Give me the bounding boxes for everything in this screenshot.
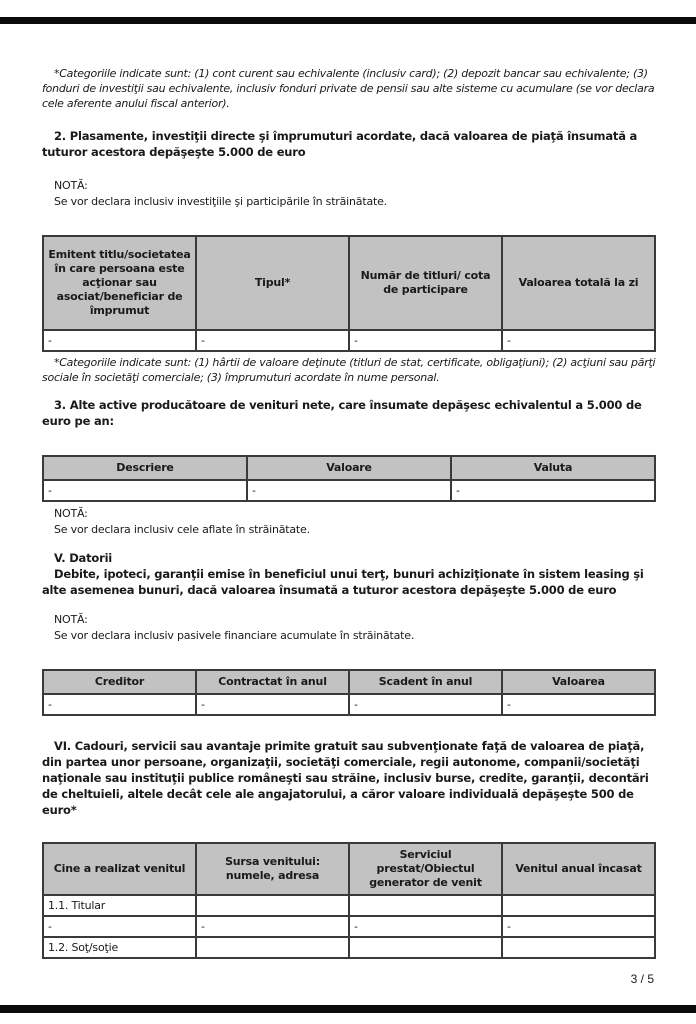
- table-header-row: [43, 236, 655, 330]
- column-header: Descriere: [43, 456, 247, 480]
- table-cell: -: [43, 480, 247, 501]
- column-header: Număr de titluri/ cota de participare: [349, 236, 502, 330]
- section-5-title: V. Datorii: [54, 551, 113, 565]
- table-cell: -: [43, 916, 196, 937]
- table-cell: -: [349, 916, 502, 937]
- section-3-title: 3. Alte active producătoare de venituri nete, care însumate depăşesc echivalentul a 5.000 de euro pe an:: [42, 398, 642, 428]
- column-header: Valoare: [247, 456, 451, 480]
- table-row: [43, 480, 655, 501]
- column-header: Valuta: [451, 456, 655, 480]
- table-header-row: [43, 670, 655, 694]
- investments-table: [42, 235, 656, 352]
- section-2-title: 2. Plasamente, investiţii directe şi împrumuturi acordate, dacă valoarea de piaţă însumată a tuturor acestora depăşeşte 5.000 de euro: [42, 129, 638, 159]
- page-number: 3 / 5: [630, 972, 654, 986]
- table-row: [43, 916, 655, 937]
- column-header: Creditor: [43, 670, 196, 694]
- column-header: Scadent în anul: [349, 670, 502, 694]
- table-row: [43, 895, 655, 916]
- table-row: [43, 694, 655, 715]
- table-cell: [502, 937, 655, 958]
- section-5-note-label: NOTĂ:: [54, 613, 88, 626]
- column-header: Serviciul prestat/Obiectul generator de venit: [349, 843, 502, 895]
- table-cell: [196, 937, 349, 958]
- table-cell: -: [43, 694, 196, 715]
- table-cell: -: [196, 916, 349, 937]
- section-5-note-text: Se vor declara inclusiv pasivele financiare acumulate în străinătate.: [54, 629, 415, 642]
- table-cell: -: [247, 480, 451, 501]
- table-cell: -: [502, 916, 655, 937]
- table-cell: 1.2. Soţ/soţie: [43, 937, 196, 958]
- section-2-note-text: Se vor declara inclusiv investiţiile şi participările în străinătate.: [54, 195, 387, 208]
- table-cell: -: [196, 330, 349, 351]
- column-header: Emitent titlu/societatea în care persoana este acţionar sau asociat/beneficiar de împrumut: [43, 236, 196, 330]
- table-cell: [196, 895, 349, 916]
- column-header: Valoarea: [502, 670, 655, 694]
- table-cell: 1.1. Titular: [43, 895, 196, 916]
- table-row: [43, 330, 655, 351]
- table-header-row: [43, 456, 655, 480]
- table-row: [43, 937, 655, 958]
- column-header: Contractat în anul: [196, 670, 349, 694]
- section-2-footnote: *Categoriile indicate sunt: (1) hârtii de valoare deţinute (titluri de stat, certificate, obligaţiuni); (2) acţiuni sau părţi sociale în societăţi comerciale; (3) împrumuturi acordate în nume personal.: [42, 356, 656, 384]
- section-5-subtitle: Debite, ipoteci, garanţii emise în beneficiul unui terţ, bunuri achiziţionate în sistem leasing şi alte asemenea bunuri, dacă valoarea însumată a tuturor acestora depăşeşte 5.000 de euro: [42, 567, 644, 597]
- table-cell: -: [349, 330, 502, 351]
- section-2-note-label: NOTĂ:: [54, 179, 88, 192]
- document-page: [42, 66, 656, 959]
- viewer-bottom-bar: [0, 1005, 696, 1013]
- table-cell: [349, 937, 502, 958]
- column-header: Tipul*: [196, 236, 349, 330]
- debts-table: [42, 669, 656, 716]
- previous-section-footnote: *Categoriile indicate sunt: (1) cont curent sau echivalente (inclusiv card); (2) depozit bancar sau echivalente; (3) fonduri de investiţii sau echivalente, inclusiv fonduri private de pensii sau alte sisteme cu acumulare (se vor declara cele aferente anului fiscal anterior).: [42, 67, 655, 110]
- column-header: Valoarea totală la zi: [502, 236, 655, 330]
- table-header-row: [43, 843, 655, 895]
- gifts-table: [42, 842, 656, 959]
- column-header: Sursa venitului: numele, adresa: [196, 843, 349, 895]
- section-3-note-label: NOTĂ:: [54, 507, 88, 520]
- table-cell: -: [502, 694, 655, 715]
- table-cell: [349, 895, 502, 916]
- column-header: Venitul anual încasat: [502, 843, 655, 895]
- table-cell: -: [502, 330, 655, 351]
- table-cell: -: [451, 480, 655, 501]
- section-3-note-text: Se vor declara inclusiv cele aflate în străinătate.: [54, 523, 310, 536]
- section-6-title: VI. Cadouri, servicii sau avantaje primite gratuit sau subvenţionate faţă de valoarea de piaţă, din partea unor persoane, organizaţii, societăţi comerciale, regii autonome, companii/societăţi naţionale sau instituţii publice româneşti sau străine, inclusiv burse, credite, garanţii, decontări de cheltuieli, altele decât cele ale angajatorului, a căror valoare individuală depăşeşte 500 de euro*: [42, 739, 649, 817]
- other-assets-table: [42, 455, 656, 502]
- table-cell: -: [43, 330, 196, 351]
- table-cell: -: [349, 694, 502, 715]
- table-cell: [502, 895, 655, 916]
- column-header: Cine a realizat venitul: [43, 843, 196, 895]
- table-cell: -: [196, 694, 349, 715]
- viewer-top-bar: [0, 17, 696, 24]
